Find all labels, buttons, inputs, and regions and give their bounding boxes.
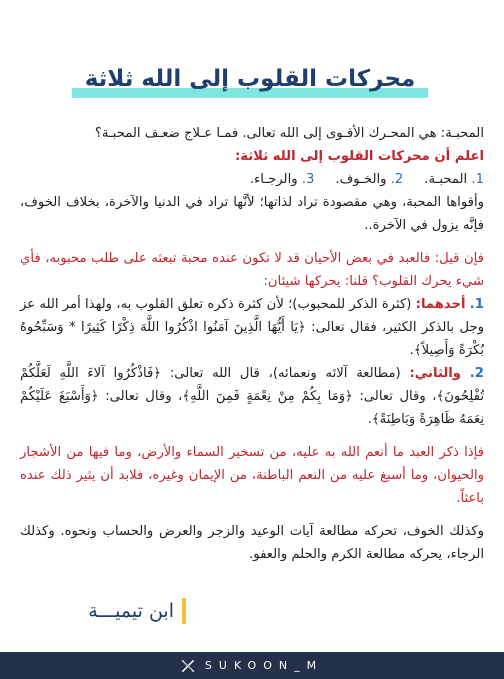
point-one [20,293,484,362]
article-body [20,122,484,566]
title-block [60,62,440,102]
quran-verse: ﴿فَاذْكُرُوا آلاءَ اللَّهِ لَعَلَّكُمْ تُفْلِحُونَ﴾ [20,366,484,404]
blessings-paragraph: فإذا ذكر العبد ما أنعم الله به عليه، من تسخير السماء والأرض، وما فيها من الأشجار والحيوان، وما أسبغ عليه من النعم الباطنة، من الإيمان وغيره، فلابد أن يثير ذلك عنده باعثاً. [20,445,484,506]
list-item-number: 3. [301,172,315,187]
footer-bar [0,652,504,679]
question-paragraph: فإن قيل: فالعبد في بعض الأحيان قد لا تكون عنده محبة تبعثه على طلب محبوبه، فأي شيء يحرك القلوب؟ قلنا: يحركها شيئان: [20,251,484,289]
point-number: 1. [469,297,484,312]
page-title: محركات القلوب إلى الله ثلاثة [84,66,416,92]
point-label: والثاني: [409,366,462,381]
account-handle[interactable]: SUKOON_M [204,659,324,672]
point-text: ؛ لأن كثرة ذكره تعلق القلوب به، ولهذا أمر الله عز وجل بالذكر الكثير، فقال تعالى: [20,297,484,335]
list-item-label: المحبـة. [424,172,468,187]
list-item-label: والخـوف. [335,172,387,187]
point-label: أحدهما: [415,297,466,312]
list-item-number: 1. [471,172,484,187]
point-title: (مطالعة آلائه ونعمائه) [272,366,401,381]
drivers-list [20,168,484,191]
fear-hope-paragraph: وكذلك الخوف، تحركه مطالعة آيات الوعيد والزجر والعرض والحساب ونحوه. وكذلك الرجاء، يحركه مطالعة الكرم والحلم والعفو. [20,524,484,562]
author-signature: ابن تيميـــة [88,600,174,622]
list-item-number: 2. [390,172,404,187]
point-title: (كثرة الذكر للمحبوب) [292,297,412,312]
quran-verse: ﴿وَمَا بِكُمْ مِنْ نِعْمَةٍ فَمِنَ اللَّهِ﴾ [182,389,353,404]
intro-line: المحبـة: هي المحـرك الأقـوى إلى الله تعالى. فمـا عـلاج ضعـف المحبـة؟ [94,126,484,141]
point-two [20,362,484,431]
point-end: . [409,343,414,358]
point-end: . [367,412,372,427]
point-text: ، وقال تعالى: [105,389,183,404]
point-number: 2. [469,366,484,381]
section-heading: اعلم أن محركات القلوب إلى الله ثلاثة: [234,149,484,164]
point-text: ، قال الله تعالى: [169,366,273,381]
love-explanation: وأقواها المحبة، وهي مقصودة تراد لذاتها؛ لأنَّها تراد في الدنيا والآخرة، بخلاف الخوف، فإنَّه يزول في الآخرة.. [20,195,484,233]
quran-verse: ﴿وَأَسْبَغَ عَلَيْكُمْ نِعَمَهُ ظَاهِرَةً وَبَاطِنَةً﴾ [20,389,484,427]
quran-verse: ﴿يَا أَيُّهَا الَّذِينَ آمَنُوا اذْكُرُوا اللَّهَ ذِكْرًا كَثِيرًا * وَسَبِّحُوهُ بُكْرَةً وَأَصِيلاً﴾ [20,320,484,358]
list-item-label: والرجـاء. [249,172,298,187]
signature-accent-bar [182,598,186,624]
x-logo-icon [181,659,195,673]
point-text: ، وقال تعالى: [359,389,437,404]
